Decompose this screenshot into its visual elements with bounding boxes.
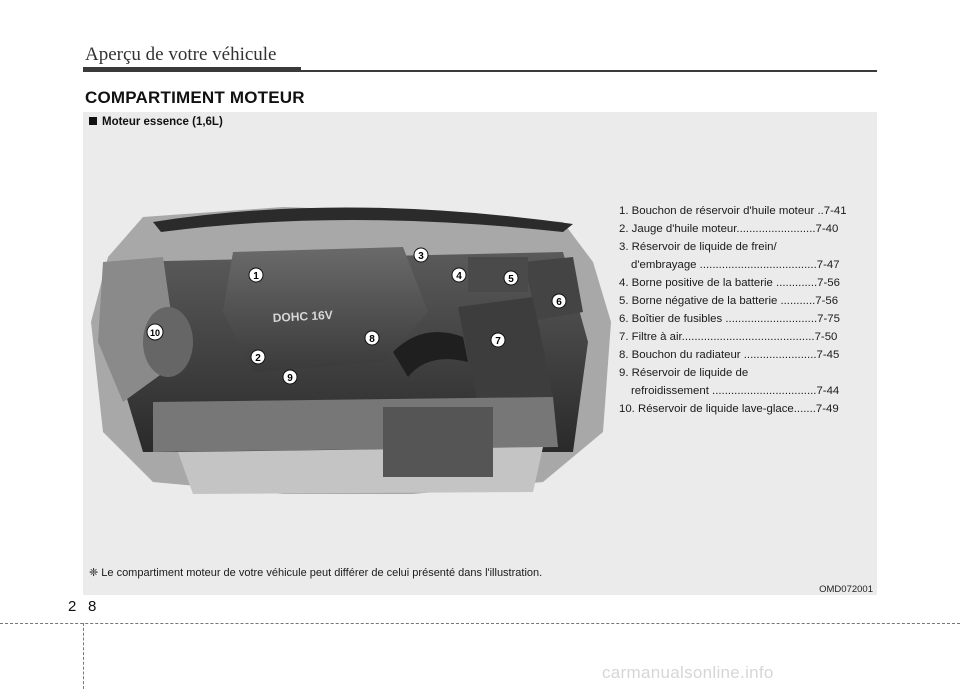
list-item: 4. Borne positive de la batterie .............7-56 xyxy=(619,277,840,289)
page-number: 8 xyxy=(88,598,97,615)
svg-text:4: 4 xyxy=(456,271,462,282)
callout-9 xyxy=(283,370,297,384)
list-item: 8. Bouchon du radiateur .......................7-45 xyxy=(619,349,840,361)
panel-heading xyxy=(89,116,223,128)
list-item: 6. Boîtier de fusibles .............................7-75 xyxy=(619,313,840,325)
list-item-continuation: refroidissement .................................7-44 xyxy=(631,385,840,397)
callout-8 xyxy=(365,331,379,345)
svg-text:8: 8 xyxy=(369,334,375,345)
svg-text:6: 6 xyxy=(556,297,562,308)
list-item: 7. Filtre à air..........................................7-50 xyxy=(619,331,838,343)
list-item-continuation: d'embrayage .....................................7-47 xyxy=(631,259,840,271)
callout-2 xyxy=(251,350,265,364)
callout-7 xyxy=(491,333,505,347)
radiator-support xyxy=(153,397,558,452)
watermark: carmanualsonline.info xyxy=(602,663,774,682)
list-item: 3. Réservoir de liquide de frein/ xyxy=(619,241,777,253)
callout-5 xyxy=(504,271,518,285)
svg-text:2: 2 xyxy=(255,353,261,364)
callout-10 xyxy=(147,324,163,340)
chapter-number: 2 xyxy=(68,598,77,615)
panel-heading-text: Moteur essence (1,6L) xyxy=(102,116,223,128)
callout-6 xyxy=(552,294,566,308)
list-item: 5. Borne négative de la batterie ...........7-56 xyxy=(619,295,839,307)
section-title: COMPARTIMENT MOTEUR xyxy=(85,88,305,107)
list-item: 9. Réservoir de liquide de xyxy=(619,367,749,379)
engine-cover-label: DOHC 16V xyxy=(272,307,334,325)
callout-4 xyxy=(452,268,466,282)
illustration-note: ❈ Le compartiment moteur de votre véhicule peut différer de celui présenté dans l'illustration. xyxy=(89,567,543,579)
header-rule-thin xyxy=(301,70,877,72)
washer-area xyxy=(383,407,493,477)
figure-code: OMD072001 xyxy=(819,584,873,595)
footer-dashed-rule xyxy=(0,623,960,624)
svg-text:9: 9 xyxy=(287,373,293,384)
callout-3 xyxy=(414,248,428,262)
svg-text:1: 1 xyxy=(253,271,259,282)
engine-compartment-illustration xyxy=(83,202,611,498)
engine-panel xyxy=(83,112,877,595)
svg-text:5: 5 xyxy=(508,274,514,285)
washer-reservoir xyxy=(143,307,193,377)
parts-list xyxy=(619,202,869,418)
svg-text:3: 3 xyxy=(418,251,424,262)
battery xyxy=(468,257,528,292)
list-item: 1. Bouchon de réservoir d'huile moteur ..7-41 xyxy=(619,205,847,217)
list-item: 2. Jauge d'huile moteur.........................7-40 xyxy=(619,223,839,235)
svg-text:10: 10 xyxy=(149,328,161,338)
square-bullet-icon xyxy=(89,117,97,125)
callout-1 xyxy=(249,268,263,282)
header-rule-thick xyxy=(83,67,301,72)
svg-text:7: 7 xyxy=(495,336,501,347)
page-header-title: Aperçu de votre véhicule xyxy=(85,44,277,65)
list-item: 10. Réservoir de liquide lave-glace.......7-49 xyxy=(619,403,839,415)
footer-dashed-divider xyxy=(83,623,84,689)
